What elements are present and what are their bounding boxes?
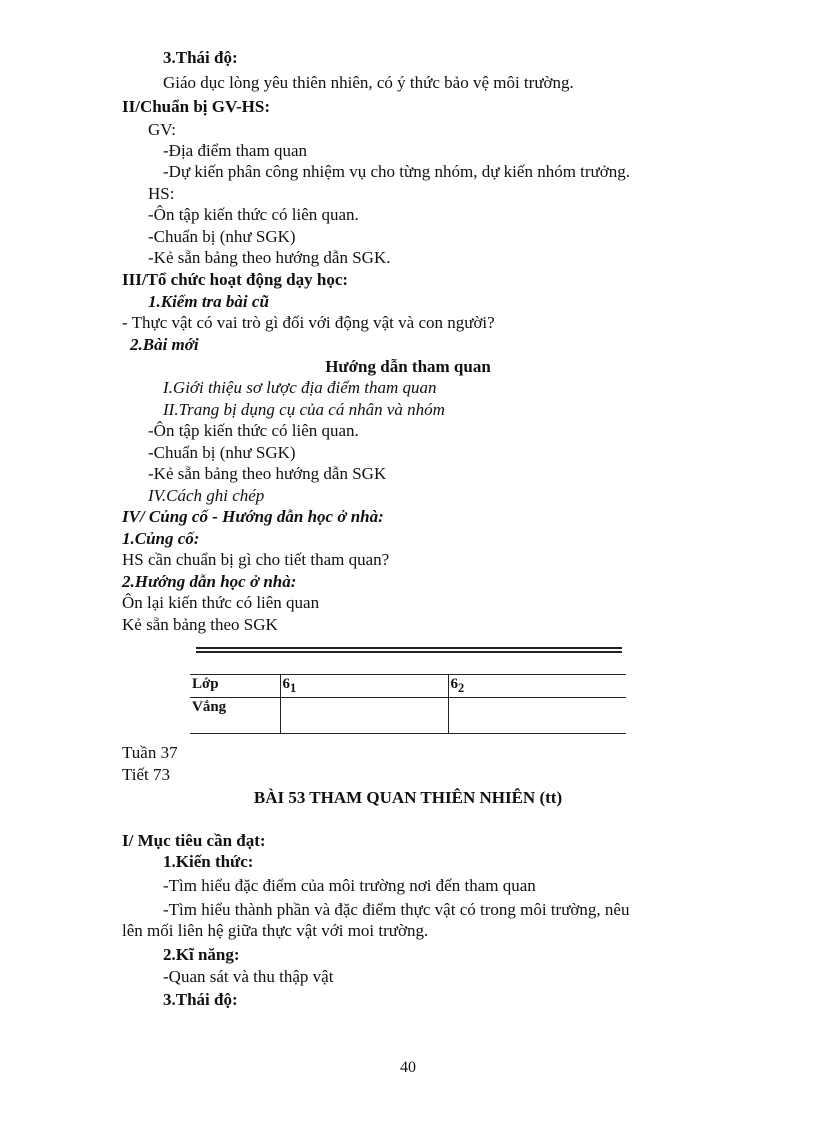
subheading-consolidate: 1.Củng cố:	[122, 529, 200, 548]
period-label: Tiết 73	[122, 765, 171, 784]
table-cell	[448, 698, 626, 734]
heading-attitude: 3.Thái độ:	[163, 48, 238, 67]
text-line: - Thực vật có vai trò gì đối với động vật và con người?	[122, 313, 495, 332]
heading-section-iv: IV/ Củng cố - Hướng dẫn học ở nhà:	[122, 507, 384, 526]
text-line: -Chuẩn bị (như SGK)	[148, 227, 296, 246]
heading-section-iii: III/Tổ chức hoạt động dạy học:	[122, 270, 349, 289]
text-line: -Ôn tập kiến thức có liên quan.	[148, 421, 359, 440]
table-cell: Vắng	[190, 698, 280, 734]
text-line: II.Trang bị dụng cụ của cá nhân và nhóm	[163, 400, 445, 419]
page-number: 40	[400, 1059, 416, 1076]
text-line: Kẻ sẵn bảng theo SGK	[122, 615, 278, 634]
text-line: -Địa điểm tham quan	[163, 141, 307, 160]
subheading-check: 1.Kiểm tra bài cũ	[148, 292, 269, 311]
attendance-table	[190, 674, 626, 734]
subheading-knowledge: 1.Kiến thức:	[163, 852, 254, 871]
text-line: HS cần chuẩn bị gì cho tiết tham quan?	[122, 550, 390, 569]
text-line: Giáo dục lòng yêu thiên nhiên, có ý thức bảo vệ môi trường.	[163, 73, 574, 92]
text-line: -Kẻ sẵn bảng theo hướng dẫn SGK	[148, 464, 387, 483]
text-line: I.Giới thiệu sơ lược địa điểm tham quan	[163, 378, 437, 397]
table-row	[190, 675, 626, 698]
text-line: -Tìm hiểu thành phần và đặc điểm thực vật có trong môi trường, nêu	[163, 900, 630, 919]
subheading-homework: 2.Hướng dẫn học ở nhà:	[122, 572, 297, 591]
heading-section-i: I/ Mục tiêu cần đạt:	[122, 831, 266, 850]
subheading-attitude: 3.Thái độ:	[163, 990, 238, 1009]
subheading-skills: 2.Kĩ năng:	[163, 945, 240, 964]
table-header-cell: $6_1$	[280, 675, 448, 698]
text-line: Ôn lại kiến thức có liên quan	[122, 593, 320, 612]
subheading-new-lesson: 2.Bài mới	[130, 335, 199, 354]
text-line: lên mối liên hệ giữa thực vật với moi trường.	[122, 921, 429, 940]
text-line: -Chuẩn bị (như SGK)	[148, 443, 296, 462]
text-line: -Ôn tập kiến thức có liên quan.	[148, 205, 359, 224]
week-label: Tuần 37	[122, 743, 178, 762]
text-line: -Dự kiến phân công nhiệm vụ cho từng nhóm, dự kiến nhóm trưởng.	[163, 162, 631, 181]
heading-section-ii: II/Chuẩn bị GV-HS:	[122, 97, 271, 116]
lesson-title: BÀI 53 THAM QUAN THIÊN NHIÊN (tt)	[253, 788, 563, 807]
table-row	[190, 698, 626, 734]
text-line: -Quan sát và thu thập vật	[163, 967, 334, 986]
text-line: IV.Cách ghi chép	[148, 486, 265, 505]
text-line: GV:	[148, 120, 177, 139]
text-line: -Kẻ sẵn bảng theo hướng dẫn SGK.	[148, 248, 391, 267]
table-header-cell: Lớp	[190, 675, 280, 698]
text-line: -Tìm hiểu đặc điểm của môi trường nơi đến tham quan	[163, 876, 536, 895]
table-header-cell: $6_2$	[448, 675, 626, 698]
text-line: HS:	[148, 184, 175, 203]
centered-heading: Hướng dẫn tham quan	[325, 357, 491, 376]
double-rule-top	[196, 647, 622, 649]
table-cell	[280, 698, 448, 734]
double-rule-bottom	[196, 651, 622, 653]
